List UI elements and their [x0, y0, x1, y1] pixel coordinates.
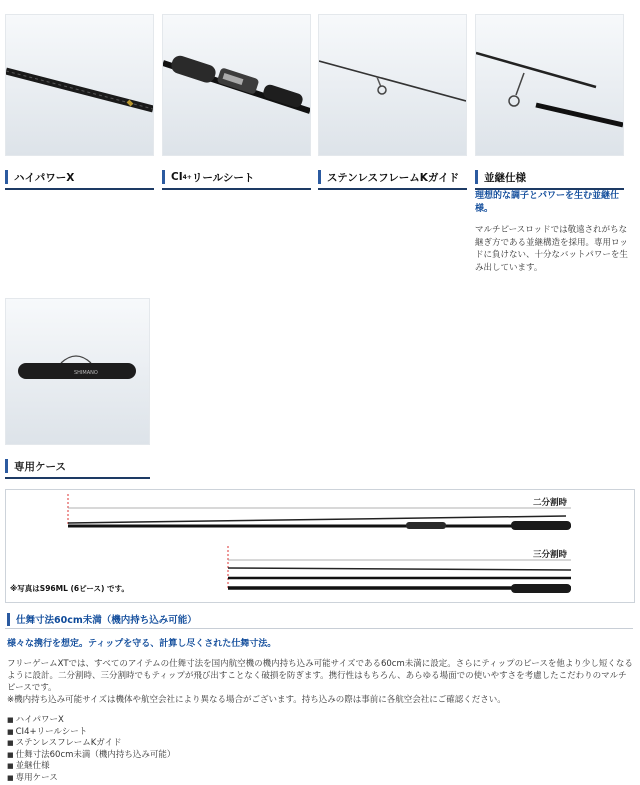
narinuki-body: マルチピースロッドでは敬遠されがちな継ぎ方である並継構造を採用。専用ロッドに負けない、十分なバットパワーを生み出しています。 [475, 225, 628, 273]
section-body-text: フリーゲームXTでは、すべてのアイテムの仕舞寸法を国内航空機の機内持ち込み可能サイズである60cm未満に設定。さらにティップのピースを他より少し短くなるように設計。二分割時、三分割時でもティップが飛び出すことなく破損を防ぎます。携行性はもちろん、あらゆる場面での使いやすさを考慮したこだわりのマルチピースです。 [7, 659, 633, 693]
feature-title-reelseat: CI 4+ リールシート [162, 166, 311, 190]
diagram-caption: ※写真はS96ML (6ピース) です。 [10, 584, 129, 593]
kguide-image [318, 14, 467, 156]
label-three-piece: 三分割時 [533, 550, 568, 560]
reelseat-image [162, 14, 311, 156]
feature-card-kguide [318, 14, 467, 190]
list-item: ■ 並継仕様 [7, 761, 175, 773]
case-image [5, 298, 150, 445]
section-note: ※機内持ち込み可能サイズは機体や航空会社により異なる場合がございます。持ち込みの際は事前に各航空会社にご確認ください。 [7, 695, 506, 705]
narinuki-image [475, 14, 624, 156]
k-guide-illustration [319, 15, 466, 155]
feature-card-reelseat [162, 14, 311, 190]
feature-title-kguide: ステンレスフレームKガイド [318, 166, 467, 190]
rod-case-illustration [6, 299, 149, 444]
section-title-storage: 仕舞寸法60cm未満（機内持ち込み可能） [5, 610, 633, 629]
list-item: ■ 仕舞寸法60cm未満（機内持ち込み可能） [7, 750, 175, 762]
feature-card-hipower [5, 14, 154, 190]
narinuki-headline: 理想的な調子とパワーを生む並継仕様。 [475, 191, 620, 214]
ferrule-illustration [476, 15, 623, 155]
feature-title-narinuki: 並継仕様 [475, 166, 624, 190]
list-item: ■ ハイパワーX [7, 715, 175, 727]
list-item: ■ CI4+リールシート [7, 727, 175, 739]
section-lead: 様々な携行を想定。ティップを守る、計算し尽くされた仕舞寸法。 [7, 639, 277, 649]
case-logo: SHIMANO [74, 370, 98, 376]
feature-card-case [5, 298, 150, 479]
list-item: ■ ステンレスフレームKガイド [7, 738, 175, 750]
label-two-piece: 二分割時 [533, 498, 568, 508]
feature-title-hipower: ハイパワーX [5, 166, 154, 190]
spec-list [7, 715, 175, 784]
hipower-x-image [5, 14, 154, 156]
section-body [7, 658, 633, 706]
list-item: ■ 専用ケース [7, 773, 175, 785]
rod-blank-illustration [6, 15, 153, 155]
feature-title-case: 専用ケース [5, 455, 150, 479]
reel-seat-illustration [163, 15, 310, 155]
feature-card-narinuki [475, 14, 624, 190]
